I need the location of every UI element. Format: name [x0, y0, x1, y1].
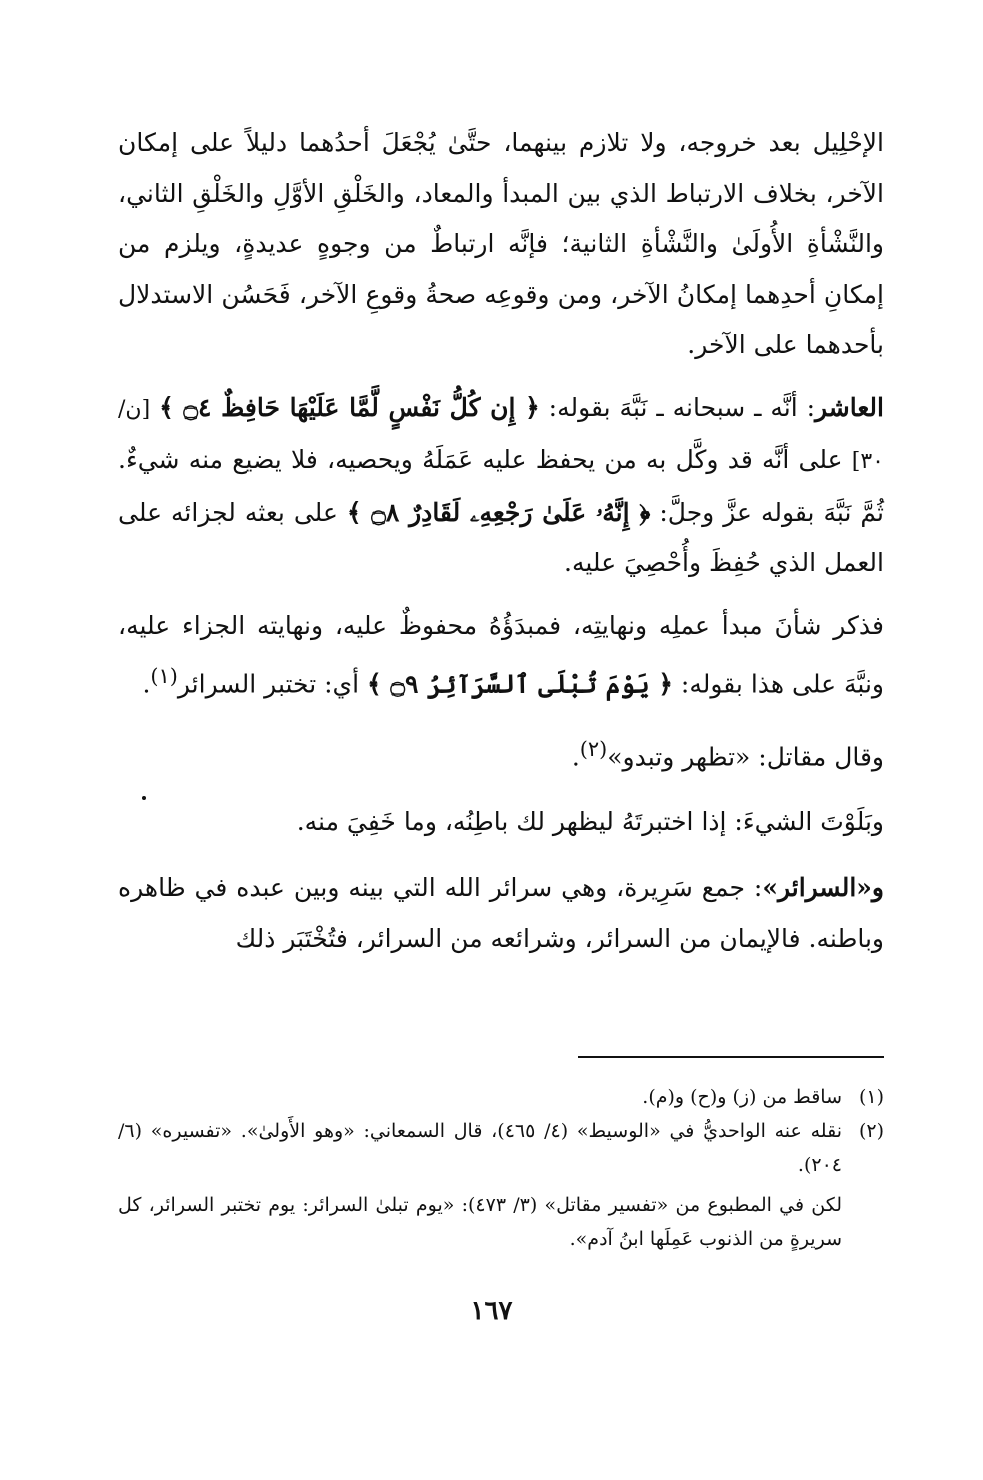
- paragraph-1: الإحْلِيل بعد خروجه، ولا تلازم بينهما، حتَّىٰ يُجْعَلَ أحدُهما دليلاً على إمكان الآخر، بخلاف الارتباط الذي بين المبدأ والمعاد، والخَلْقِ الأوَّلِ والخَلْقِ الثاني، والنَّشْأةِ الأُولَىٰ والنَّشْأةِ الثانية؛ فإنَّه ارتباطٌ من وجوهٍ عديدةٍ، ويلزم من إمكانِ أحدِهما إمكانُ الآخر، ومن وقوعِه صحةُ وقوعِ الآخر، فَحَسُن الاستدلال بأحدهما على الآخر.: [118, 128, 884, 359]
- quran-verse-2: ﴿ إِنَّهُۥ عَلَىٰ رَجْعِهِۦ لَقَادِرٌ ۝٨ ﴾: [346, 497, 651, 527]
- footnote-1-number: (١): [858, 1086, 884, 1108]
- paragraph-3-end: .: [142, 669, 151, 699]
- footnote-2-text: نقله عنه الواحديُّ في «الوسيط» (٤/ ٤٦٥)، قال السمعاني: «وهو الأَولىٰ». «تفسيره» (٦/ ٢٠٤).: [118, 1120, 842, 1176]
- paragraph-5: وبَلَوْتَ الشيءَ: إذا اختبرتَهُ ليظهر لك باطِنُه، وما خَفِيَ منه.: [296, 806, 884, 836]
- paragraph-2-text-1: : أنَّه ـ سبحانه ـ نَبَّهَ بقوله:: [539, 392, 816, 422]
- paragraph-3-text-1: فذكر شأنَ مبدأ عملِه ونهايتِه، فمبدَؤُهُ محفوظٌ عليه، ونهايته الجزاء عليه، ونبَّهَ على هذا بقوله:: [118, 610, 884, 699]
- verse-reference: [ن/ ٣٠]: [118, 396, 884, 474]
- paragraph-3: [118, 601, 884, 710]
- footnote-1-text: ساقط من (ز) و(ح) و(م).: [642, 1086, 842, 1108]
- main-text: [118, 118, 884, 964]
- paragraph-3-text-2: أي: تختبر السرائر: [177, 669, 367, 699]
- paragraph-2-text-3: على بعثه لجزائه على العمل الذي حُفِظَ وأُحْصِيَ عليه.: [118, 497, 884, 577]
- paragraph-4: [118, 724, 884, 783]
- footnote-1: [118, 1080, 884, 1114]
- footnote-ref-2[interactable]: (٢): [579, 736, 608, 761]
- paragraph-6-text: : جمع سَرِيرة، وهي سرائر الله التي بينه وبين عبده في ظاهره وباطنه. فالإيمان من السرائر، وشرائعه من السرائر، فتُخْتَبَر ذلك: [118, 873, 884, 953]
- quran-verse-1: ﴿ إِن كُلُّ نَفْسٍ لَّمَّا عَلَيْهَا حَافِظٌ ۝٤ ﴾: [159, 392, 540, 422]
- paragraph-4-end: .: [571, 742, 580, 772]
- page-number: ١٦٧: [470, 1296, 513, 1326]
- paragraph-2-lead: العاشر: [815, 392, 884, 422]
- footnote-ref-1[interactable]: (١): [150, 664, 178, 688]
- paragraph-2-text-2: على أنَّه قد وكَّل به من يحفظ عليه عَمَلَهُ ويحصيه، فلا يضيع منه شيءٌ. ثُمَّ نَبَّهَ بقوله عزَّ وجلَّ:: [118, 445, 884, 527]
- footnote-2-number: (٢): [858, 1120, 884, 1142]
- paragraph-6-lead: و«السرائر»: [762, 873, 884, 903]
- print-speck: [142, 796, 146, 800]
- paragraph-6: [118, 863, 884, 964]
- footnote-2-continuation: لكن في المطبوع من «تفسير مقاتل» (٣/ ٤٧٣): «يوم تبلىٰ السرائر: يوم تختبر السرائر، كل سريرةٍ من الذنوب عَمِلَها ابنُ آدم».: [118, 1194, 842, 1250]
- paragraph-2: [118, 383, 884, 589]
- paragraph-4-text: وقال مقاتل: «تظهر وتبدو»: [607, 742, 884, 772]
- footnotes: [118, 1080, 884, 1256]
- footnote-divider: [578, 1056, 884, 1058]
- quran-verse-3: ﴿ يَوْمَ تُبْلَى ٱلسَّرَآئِرُ ۝٩ ﴾: [367, 669, 673, 699]
- footnote-2: [118, 1114, 884, 1182]
